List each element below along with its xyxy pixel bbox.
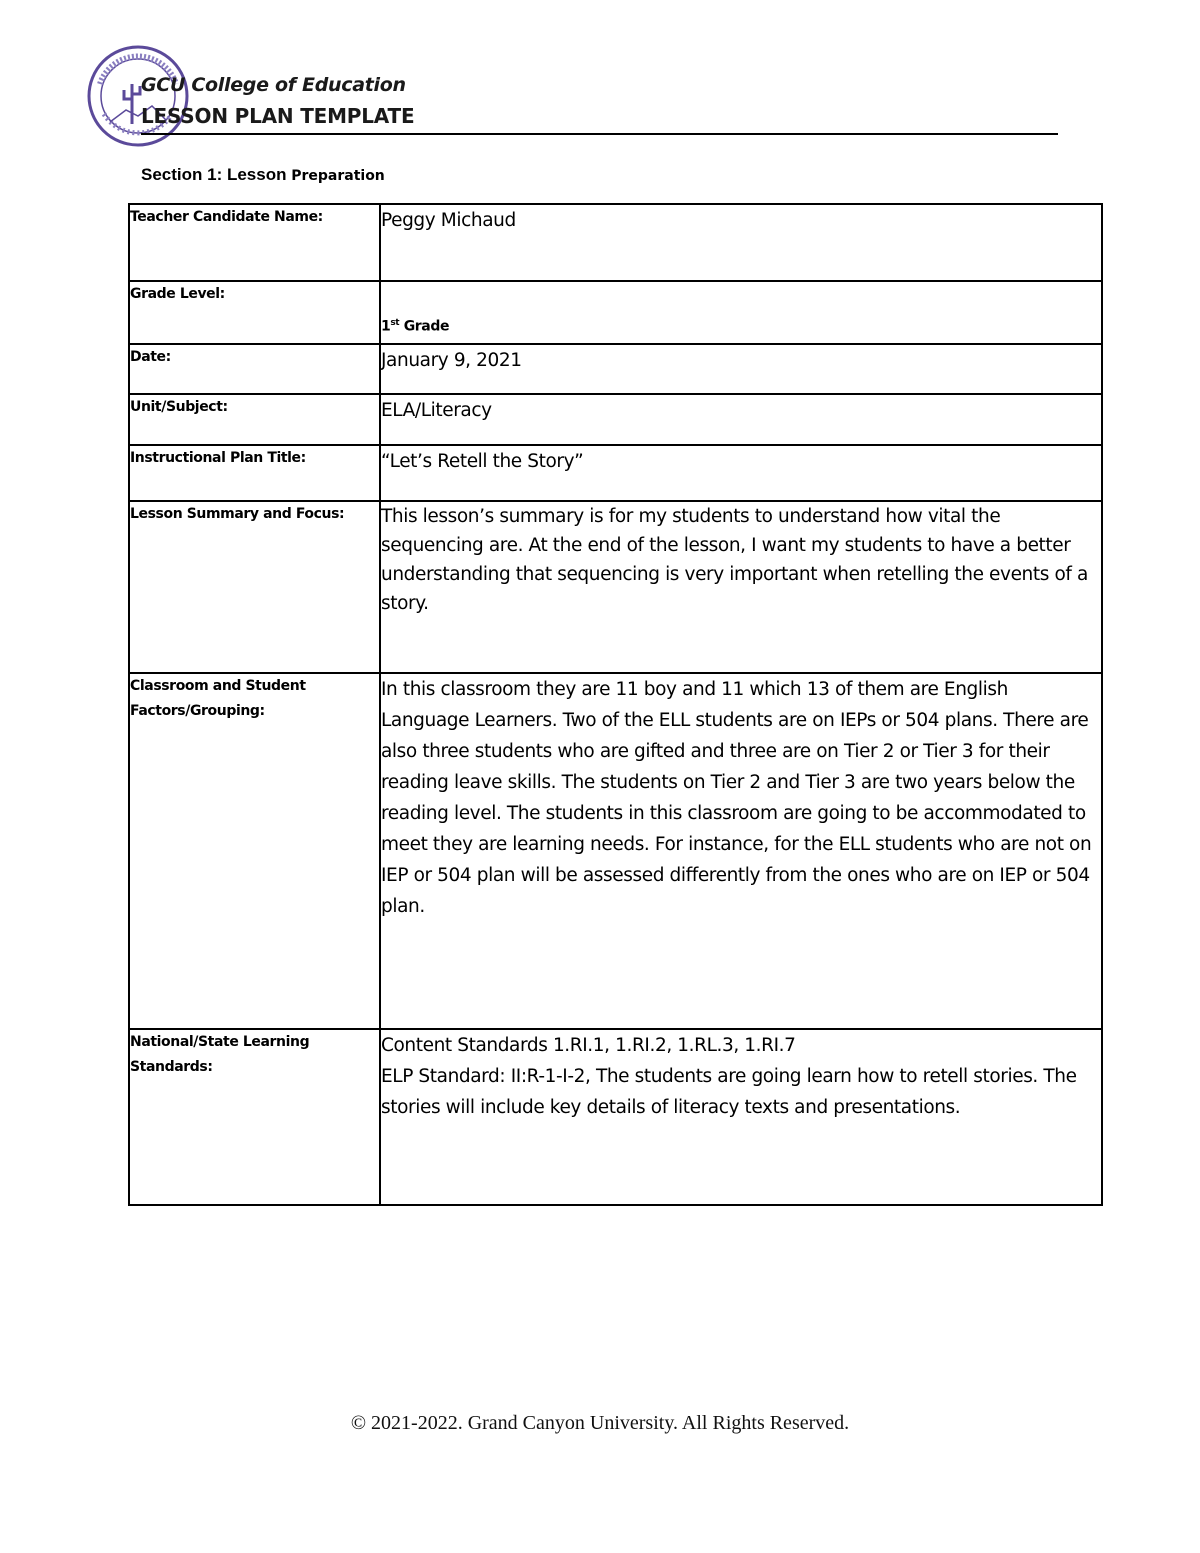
classroom-factors-value: In this classroom they are 11 boy and 11 which 13 of them are English Language Learners. Two of the ELL students are on IEPs or 504 plans. There are also three students who are gifted and three are on Tier 2 or Tier 3 for their reading leave skills. The students on Tier 2 and Tier 3 are two years below the reading level. The students in this classroom are going to be accommodated to meet they are learning needs. For instance, for the ELL students who are not on IEP or 504 plan will be assessed differently from the ones who are on IEP or 504 plan. xyxy=(380,673,1102,1029)
grade-word: Grade xyxy=(403,318,450,335)
plan-title-label: Instructional Plan Title: xyxy=(129,445,380,501)
college-name: GCU College of Education xyxy=(141,74,406,96)
standards-value xyxy=(380,1029,1102,1205)
table-row-classroom xyxy=(129,673,1102,1029)
table-row-title xyxy=(129,445,1102,501)
lesson-summary-value: This lesson’s summary is for my students to understand how vital the sequencing are. At the end of the lesson, I want my students to have a better understanding that sequencing is very important when retelling the events of a story. xyxy=(380,501,1102,673)
table-row-grade xyxy=(129,281,1102,344)
table-row-summary xyxy=(129,501,1102,673)
table-row-date xyxy=(129,344,1102,394)
grade-number: 1 xyxy=(381,318,391,335)
date-value: January 9, 2021 xyxy=(380,344,1102,394)
teacher-name-value: Peggy Michaud xyxy=(380,204,1102,281)
table-row-standards xyxy=(129,1029,1102,1205)
lesson-preparation-table xyxy=(128,203,1103,1206)
date-label: Date: xyxy=(129,344,380,394)
plan-title-value: “Let’s Retell the Story” xyxy=(380,445,1102,501)
lesson-summary-label: Lesson Summary and Focus: xyxy=(129,501,380,673)
template-title: LESSON PLAN TEMPLATE xyxy=(141,104,415,128)
grade-level-value xyxy=(380,281,1102,344)
standards-elp-line: ELP Standard: II:R-1-I-2, The students are going learn how to retell stories. The stories will include key details of literacy texts and presentations. xyxy=(381,1065,1077,1118)
classroom-factors-label: Classroom and Student Factors/Grouping: xyxy=(129,673,380,1029)
standards-label: National/State Learning Standards: xyxy=(129,1029,380,1205)
table-row-unit xyxy=(129,394,1102,445)
table-row-teacher xyxy=(129,204,1102,281)
standards-content-line: Content Standards 1.RI.1, 1.RI.2, 1.RL.3, 1.RI.7 xyxy=(381,1034,796,1056)
teacher-name-label: Teacher Candidate Name: xyxy=(129,204,380,281)
section-heading-suffix: Preparation xyxy=(291,168,385,184)
section-heading-label: Section 1: Lesson xyxy=(141,165,287,184)
copyright-footer: © 2021-2022. Grand Canyon University. All Rights Reserved. xyxy=(350,1412,850,1434)
header-divider xyxy=(141,133,1058,135)
unit-subject-label: Unit/Subject: xyxy=(129,394,380,445)
unit-subject-value: ELA/Literacy xyxy=(380,394,1102,445)
grade-ordinal-suffix: st xyxy=(390,318,400,328)
grade-level-label: Grade Level: xyxy=(129,281,380,344)
section-heading xyxy=(141,165,385,185)
